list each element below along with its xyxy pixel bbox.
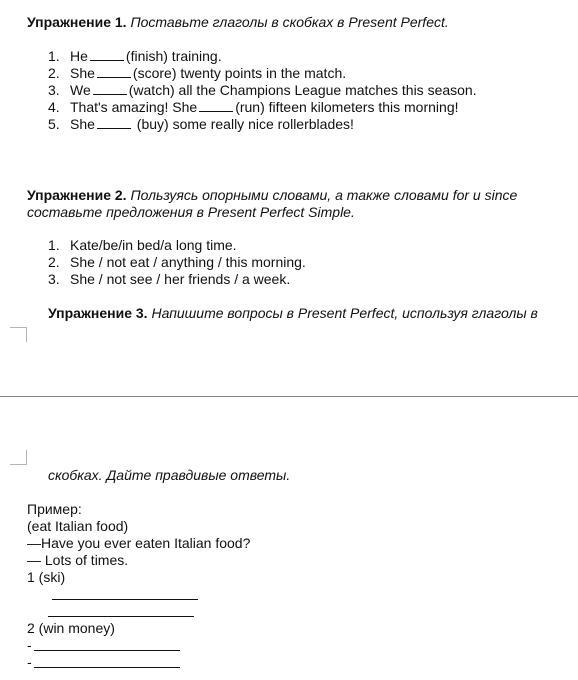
example-line: (eat Italian food) [27,518,129,534]
exercise-3-instruction-cont: скобках. Дайте правдивые ответы. [48,467,291,483]
example-block [27,501,250,586]
list-item: 3. We (watch) all the Champions League matches this season. [48,82,477,98]
page-break-divider [0,396,578,397]
list-item: 2. She / not eat / anything / this morning. [48,254,306,270]
answer-blank[interactable] [97,68,131,78]
task-1-label: 1 (ski) [27,569,66,585]
exercise-1-list [48,48,477,133]
list-item: 5. She (buy) some really nice rollerblades! [48,116,354,132]
exercise-2-list [48,237,306,288]
exercise-2-instruction: Пользуясь опорными словами, а также словами for и since [130,187,518,203]
answer-line[interactable] [34,666,180,668]
answer-blank[interactable] [199,102,233,112]
exercise-3-instruction: Напишите вопросы в Present Perfect, используя глаголы в [151,305,538,321]
list-item: 2. She (score) twenty points in the match. [48,65,347,81]
answer-blank[interactable] [90,51,124,61]
dash-marker: - [27,654,32,670]
answer-line[interactable] [34,649,180,651]
list-item: 1. He (finish) training. [48,48,222,64]
exercise-1-header [27,14,449,30]
exercise-3-header [48,305,538,321]
example-label: Пример: [27,501,82,517]
list-item: 4. That's amazing! She (run) fifteen kilometers this morning! [48,99,459,115]
answer-line[interactable] [52,598,198,600]
exercise-2-heading: Упражнение 2. [27,187,127,203]
example-line: — Lots of times. [27,552,129,568]
answer-line[interactable] [48,615,194,617]
exercise-2-header [27,187,517,203]
answer-blank[interactable] [93,85,127,95]
task-2-label: 2 (win money) [27,620,115,636]
dash-marker: - [27,637,32,653]
example-line: —Have you ever eaten Italian food? [27,535,251,551]
exercise-1-instruction: Поставьте глаголы в скобках в Present Perfect. [130,14,449,30]
exercise-1-heading: Упражнение 1. [27,14,127,30]
list-item: 3. She / not see / her friends / a week. [48,271,291,287]
page-corner-marker [10,327,27,342]
page-corner-marker [10,450,27,465]
answer-blank[interactable] [97,119,131,129]
exercise-2-instruction-cont: составьте предложения в Present Perfect Simple. [27,204,355,220]
list-item: 1. Kate/be/in bed/a long time. [48,237,237,253]
exercise-3-heading: Упражнение 3. [48,305,148,321]
